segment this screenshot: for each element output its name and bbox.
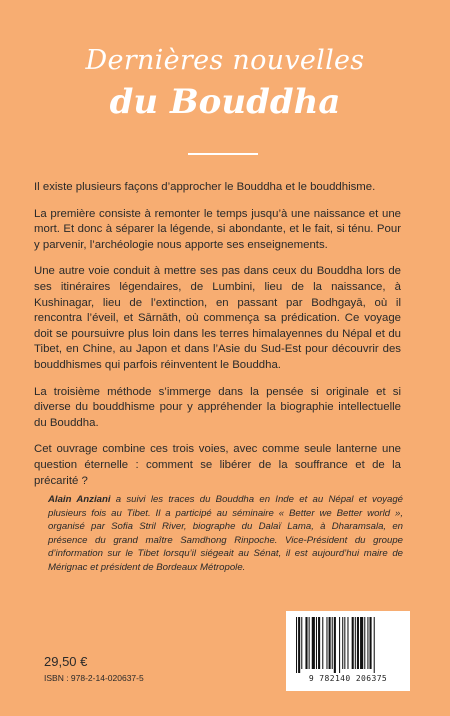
cover-title: [0, 44, 450, 124]
paragraph-3: Une autre voie conduit à mettre ses pas dans ceux du Bouddha lors de ses itinéraires légendaires, de Lumbini, lieu de la naissance, à Kushinagar, lieu de l’extinction, en passant par Bodhgayā, où il rencontra l’éveil, et Sārnāth, où commença sa prédication. Ce voyage doit se poursuivre plus loin dans les terres himalayennes du Népal et du Tibet, en Chine, au Japon et dans l’Asie du Sud-Est pour découvrir des bouddhismes qui parfois réinventent le Bouddha.: [34, 265, 401, 371]
price: 29,50 €: [44, 654, 88, 669]
paragraph-4: La troisième méthode s’immerge dans la pensée si originale et si diverse du bouddhisme pour y appréhender la biographie intellectuelle du Bouddha.: [34, 385, 401, 429]
title-divider: [188, 153, 258, 155]
barcode-bars-icon: [294, 617, 402, 673]
author-name: Alain Anziani: [48, 494, 111, 505]
title-line-2: du Bouddha: [109, 82, 341, 122]
paragraph-1: Il existe plusieurs façons d’approcher le Bouddha et le bouddhisme.: [34, 181, 376, 193]
title-line-1: Dernières nouvelles: [85, 45, 365, 76]
barcode: [286, 611, 410, 691]
paragraph-2: La première consiste à remonter le temps jusqu’à une naissance et une mort. Et donc à séparer la légende, si abondante, et le fait, si ténu. Pour y parvenir, l’archéologie nous apporte ses enseignements.: [34, 207, 401, 251]
paragraph-5: Cet ouvrage combine ces trois voies, avec comme seule lanterne une question éternelle : comment se libérer de la souffrance et de la précarité ?: [34, 443, 401, 487]
isbn: ISBN : 978-2-14-020637-5: [44, 673, 144, 683]
author-bio-text: a suivi les traces du Bouddha en Inde et au Népal et voyagé plusieurs fois au Tibet. Il a participé au séminaire « Better we Better world », organisé par Sofia Stril River, biographe du Dalaï Lama, à Dharamsala, en présence du grand maître Samdhong Rinpoche. Vice-Président du groupe d’information sur le Tibet lorsqu’il siégeait au Sénat, il est aujourd’hui maire de Mérignac et président de Bordeaux Métropole.: [48, 494, 403, 573]
author-bio: [48, 493, 403, 575]
barcode-digits: 9 782140 206375: [308, 674, 388, 683]
back-cover-text: [34, 180, 401, 500]
